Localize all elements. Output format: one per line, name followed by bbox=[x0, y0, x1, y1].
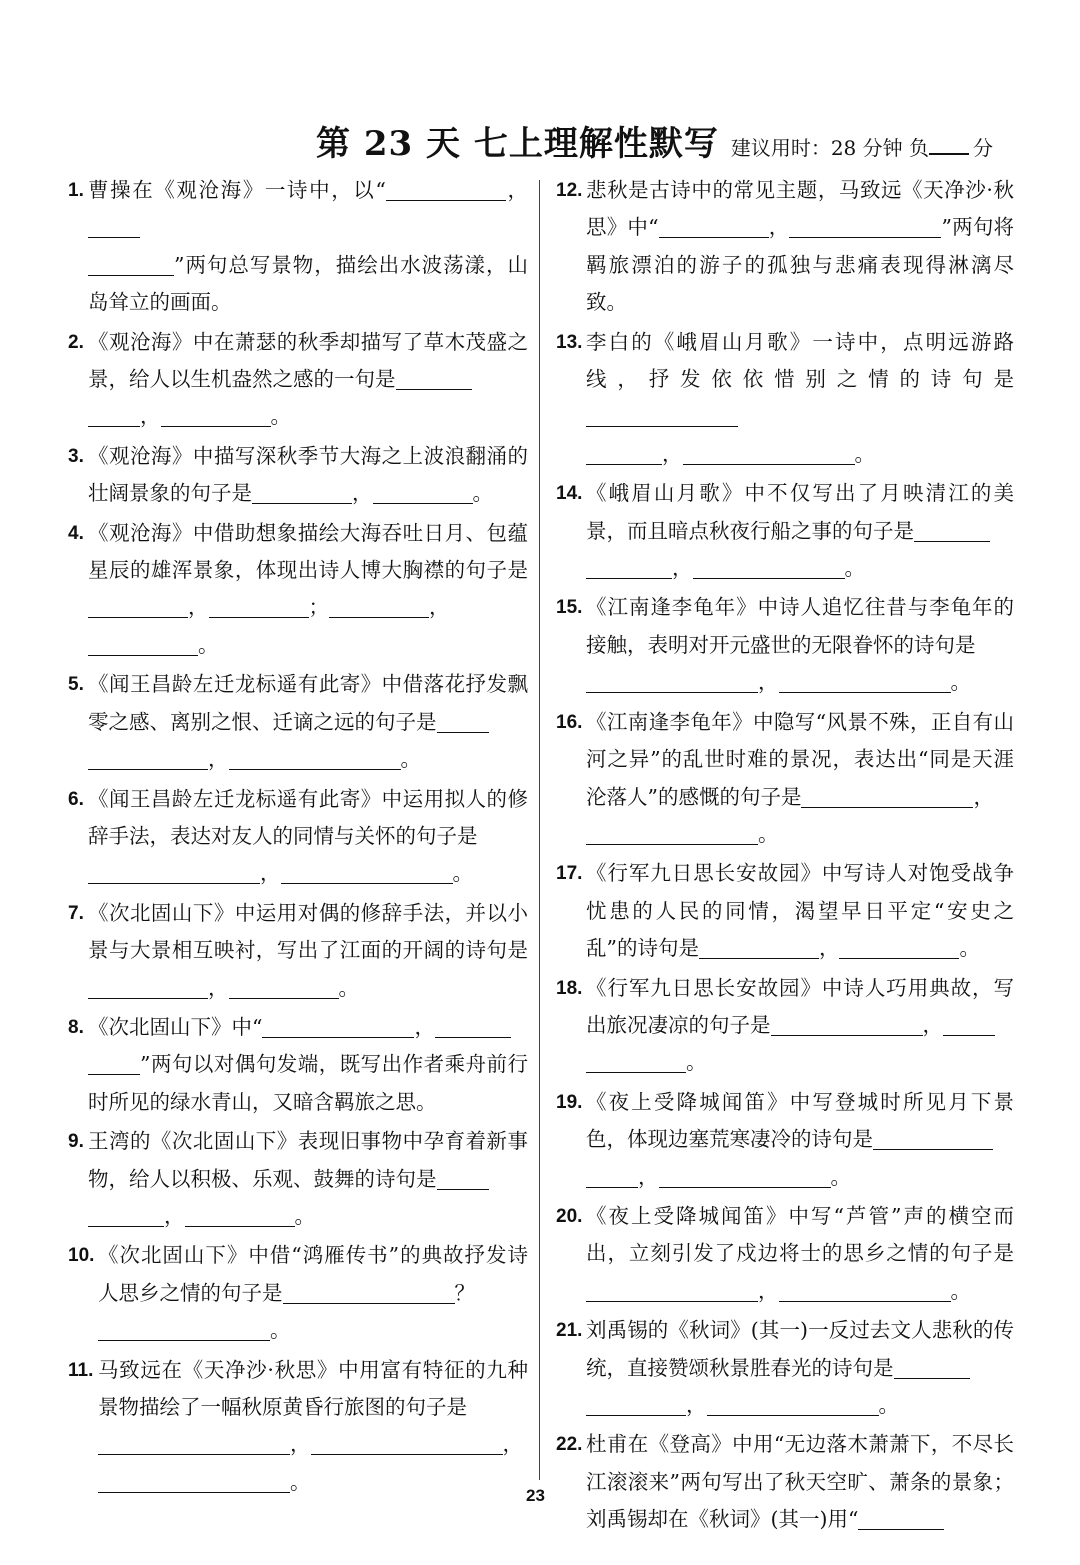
answer-blank[interactable] bbox=[209, 594, 309, 618]
question-9: 9. 王湾的《次北固山下》表现旧事物中孕育着新事物，给人以积极、乐观、鼓舞的诗句是 ， 。 bbox=[68, 1123, 528, 1235]
answer-blank[interactable] bbox=[699, 935, 819, 959]
answer-blank[interactable] bbox=[88, 746, 208, 770]
answer-blank[interactable] bbox=[789, 214, 941, 238]
answer-blank[interactable] bbox=[586, 669, 758, 693]
question-number: 1. bbox=[68, 180, 84, 201]
right-column bbox=[556, 172, 1014, 1541]
answer-blank[interactable] bbox=[771, 1012, 923, 1036]
answer-blank[interactable] bbox=[683, 441, 855, 465]
question-number: 22. bbox=[556, 1434, 583, 1456]
answer-blank[interactable] bbox=[586, 1278, 758, 1302]
question-6: 6. 《闻王昌龄左迁龙标遥有此寄》中运用拟人的修辞手法，表达对友人的同情与关怀的句子是 ， 。 bbox=[68, 781, 528, 893]
question-3: 3. 《观沧海》中描写深秋季节大海之上波浪翻涌的壮阔景象的句子是 ， 。 bbox=[68, 438, 528, 513]
answer-blank[interactable] bbox=[98, 1431, 290, 1455]
answer-blank[interactable] bbox=[373, 480, 473, 504]
answer-blank[interactable] bbox=[839, 935, 959, 959]
answer-blank[interactable] bbox=[779, 1278, 951, 1302]
answer-blank[interactable] bbox=[88, 632, 198, 656]
question-20: 20. 《夜上受降城闻笛》中写“芦管”声的横空而出，立刻引发了戍边将士的思乡之情的句子是， 。 bbox=[556, 1198, 1014, 1310]
answer-blank[interactable] bbox=[779, 669, 951, 693]
answer-blank[interactable] bbox=[252, 480, 352, 504]
answer-blank[interactable] bbox=[88, 594, 188, 618]
answer-blank[interactable] bbox=[586, 1392, 686, 1416]
answer-blank[interactable] bbox=[88, 1051, 140, 1075]
question-12: 12. 悲秋是古诗中的常见主题，马致远《天净沙·秋思》中“ ， ”两句将羁旅漂泊的游子的孤独与悲痛表现得淋漓尽致。 bbox=[556, 172, 1014, 322]
question-21: 21. 刘禹锡的《秋词》(其一)一反过去文人悲秋的传统，直接赞颂秋景胜春光的诗句是 ， 。 bbox=[556, 1312, 1014, 1424]
question-number: 19. bbox=[556, 1091, 583, 1113]
page-title: 第 23 天 七上理解性默写 bbox=[316, 124, 719, 164]
answer-blank[interactable] bbox=[88, 403, 140, 427]
answer-blank[interactable] bbox=[283, 1280, 455, 1304]
answer-blank[interactable] bbox=[88, 975, 208, 999]
answer-blank[interactable] bbox=[262, 1014, 414, 1038]
question-number: 8. bbox=[68, 1016, 84, 1038]
answer-blank[interactable] bbox=[586, 1164, 638, 1188]
answer-blank[interactable] bbox=[693, 555, 845, 579]
answer-blank[interactable] bbox=[437, 709, 489, 733]
answer-blank[interactable] bbox=[88, 860, 260, 884]
question-number: 11. bbox=[68, 1359, 94, 1381]
answer-blank[interactable] bbox=[98, 1469, 290, 1493]
answer-blank[interactable] bbox=[88, 214, 140, 238]
left-column bbox=[68, 172, 528, 1503]
question-number: 14. bbox=[556, 483, 583, 505]
answer-blank[interactable] bbox=[161, 403, 271, 427]
question-1: 1. 曹操在《观沧海》一诗中，以“ ， ”两句总写景物，描绘出水波荡漾，山岛耸立的画面。 bbox=[68, 172, 528, 322]
answer-blank[interactable] bbox=[586, 441, 662, 465]
question-4: 4. 《观沧海》中借助想象描绘大海吞吐日月、包蕴星辰的雄浑景象，体现出诗人博大胸襟的句子是， ； ， 。 bbox=[68, 515, 528, 665]
question-19: 19. 《夜上受降城闻笛》中写登城时所见月下景色，体现边塞荒寒凄冷的诗句是 ， 。 bbox=[556, 1084, 1014, 1196]
answer-blank[interactable] bbox=[707, 1392, 879, 1416]
question-8: 8. 《次北固山下》中“ ， ”两句以对偶句发端，既写出作者乘舟前行时所见的绿水青山，又暗含羁旅之思。 bbox=[68, 1009, 528, 1121]
score-unit: 分 bbox=[973, 136, 993, 160]
answer-blank[interactable] bbox=[586, 1049, 686, 1073]
question-number: 15. bbox=[556, 597, 583, 619]
answer-blank[interactable] bbox=[229, 746, 401, 770]
answer-blank[interactable] bbox=[873, 1126, 993, 1150]
answer-blank[interactable] bbox=[894, 1355, 970, 1379]
page-number: 23 bbox=[526, 1486, 545, 1505]
answer-blank[interactable] bbox=[586, 821, 758, 845]
question-number: 12. bbox=[556, 180, 583, 201]
answer-blank[interactable] bbox=[88, 252, 174, 276]
question-number: 3. bbox=[68, 445, 84, 467]
question-number: 16. bbox=[556, 711, 583, 733]
question-13: 13. 李白的《峨眉山月歌》一诗中，点明远游路线，抒发依依惜别之情的诗句是 ， 。 bbox=[556, 324, 1014, 474]
answer-blank[interactable] bbox=[88, 1203, 164, 1227]
question-17: 17. 《行军九日思长安故园》中写诗人对饱受战争忧患的人民的同情，渴望早日平定“安史之乱”的诗句是 ， 。 bbox=[556, 855, 1014, 967]
question-22: 22. 杜甫在《登高》中用“无边落木萧萧下，不尽长江滚滚来”两句写出了秋天空旷、萧条的景象；刘禹锡却在《秋词》(其一)用“ bbox=[556, 1426, 1014, 1538]
question-number: 9. bbox=[68, 1131, 84, 1153]
answer-blank[interactable] bbox=[801, 784, 973, 808]
page-header bbox=[316, 116, 1016, 164]
question-15: 15. 《江南逢李龟年》中诗人追忆往昔与李龟年的接触，表明对开元盛世的无限眷怀的诗句是 ， 。 bbox=[556, 589, 1014, 701]
question-11: 11. 马致远在《天净沙·秋思》中用富有特征的九种景物描绘了一幅秋原黄昏行旅图的句子是 ， ， 。 bbox=[68, 1352, 528, 1502]
answer-blank[interactable] bbox=[437, 1166, 489, 1190]
question-16: 16. 《江南逢李龟年》中隐写“风景不殊，正自有山河之异”的乱世时难的景况，表达出“同是天涯沦落人”的感慨的句子是 ， 。 bbox=[556, 704, 1014, 854]
answer-blank[interactable] bbox=[586, 555, 672, 579]
question-18: 18. 《行军九日思长安故园》中诗人巧用典故，写出旅况凄凉的句子是 ， 。 bbox=[556, 970, 1014, 1082]
question-number: 2. bbox=[68, 331, 84, 353]
question-number: 6. bbox=[68, 788, 84, 810]
question-number: 18. bbox=[556, 977, 583, 999]
answer-blank[interactable] bbox=[435, 1014, 511, 1038]
answer-blank[interactable] bbox=[943, 1012, 995, 1036]
answer-blank[interactable] bbox=[914, 518, 990, 542]
column-divider bbox=[539, 180, 540, 1480]
answer-blank[interactable] bbox=[229, 975, 339, 999]
question-number: 10. bbox=[68, 1245, 95, 1267]
answer-blank[interactable] bbox=[185, 1203, 295, 1227]
question-number: 5. bbox=[68, 674, 84, 696]
answer-blank[interactable] bbox=[98, 1317, 270, 1341]
question-number: 7. bbox=[68, 902, 84, 924]
question-5: 5. 《闻王昌龄左迁龙标遥有此寄》中借落花抒发飘零之感、离别之恨、迁谪之远的句子是 ， 。 bbox=[68, 666, 528, 778]
question-10: 10. 《次北固山下》中借“鸿雁传书”的典故抒发诗人思乡之情的句子是 ？ 。 bbox=[68, 1237, 528, 1349]
answer-blank[interactable] bbox=[659, 1164, 831, 1188]
answer-blank[interactable] bbox=[311, 1431, 503, 1455]
score-blank[interactable] bbox=[929, 135, 969, 155]
question-number: 17. bbox=[556, 863, 583, 885]
answer-blank[interactable] bbox=[329, 594, 429, 618]
answer-blank[interactable] bbox=[659, 214, 769, 238]
question-2: 2. 《观沧海》中在萧瑟的秋季却描写了草木茂盛之景，给人以生机盎然之感的一句是 ， 。 bbox=[68, 324, 528, 436]
answer-blank[interactable] bbox=[396, 366, 472, 390]
question-number: 4. bbox=[68, 522, 84, 544]
answer-blank[interactable] bbox=[858, 1506, 944, 1530]
time-hint: 建议用时：28 分钟 负 bbox=[730, 136, 929, 160]
question-7: 7. 《次北固山下》中运用对偶的修辞手法，并以小景与大景相互映衬，写出了江面的开阔的诗句是， 。 bbox=[68, 895, 528, 1007]
question-number: 20. bbox=[556, 1205, 583, 1227]
question-number: 13. bbox=[556, 331, 583, 353]
question-14: 14. 《峨眉山月歌》中不仅写出了月映清江的美景，而且暗点秋夜行船之事的句子是 ， 。 bbox=[556, 475, 1014, 587]
answer-blank[interactable] bbox=[281, 860, 453, 884]
answer-blank[interactable] bbox=[586, 403, 738, 427]
answer-blank[interactable] bbox=[386, 177, 506, 201]
question-number: 21. bbox=[556, 1320, 583, 1342]
